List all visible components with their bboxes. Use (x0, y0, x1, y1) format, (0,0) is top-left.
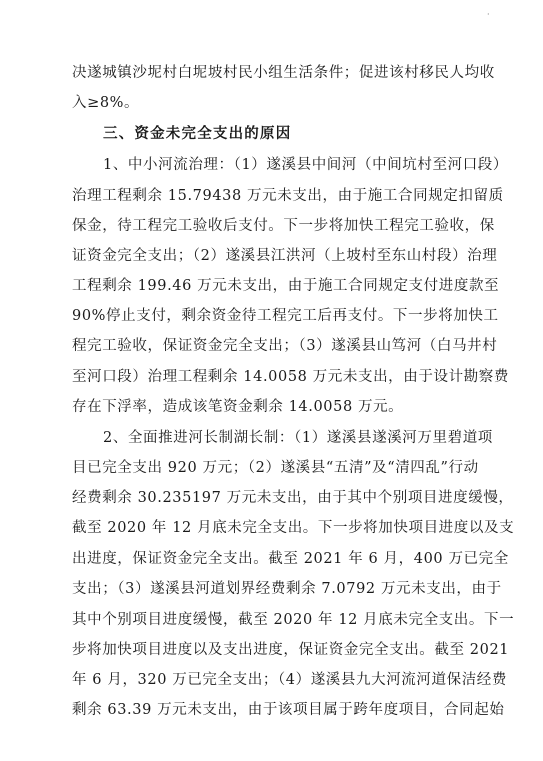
text-line: 保金，待工程完工验收后支付。下一步将加快工程完工验收，保 (72, 218, 495, 234)
text-line: 入≥8%。 (72, 95, 140, 111)
text-line: 出进度，保证资金完全支出。截至 2021 年 6 月，400 万已完全 (72, 551, 509, 567)
section-heading: 三、资金未完全支出的原因 (103, 125, 292, 142)
text-line: 2、全面推进河长制湖长制：（1）遂溪县遂溪河万里碧道项 (103, 430, 493, 446)
text-line: 治理工程剩余 15.79438 万元未支出，由于施工合同规定扣留质 (72, 188, 504, 204)
text-line: 年 6 月，320 万已完全支出；（4）遂溪县九大河流河道保洁经费 (72, 672, 508, 688)
text-line: 步将加快项目进度以及支出进度，保证资金完全支出。截至 2021 (72, 642, 510, 658)
text-line: 决遂城镇沙坭村白坭坡村民小组生活条件；促进该村移民人均收 (72, 65, 495, 81)
text-line: 剩余 63.39 万元未支出，由于该项目属于跨年度项目，合同起始 (72, 702, 505, 718)
text-line: 证资金完全支出；（2）遂溪县江洪河（上坡村至东山村段）治理 (72, 248, 498, 264)
text-line: 经费剩余 30.235197 万元未支出，由于其中个别项目进度缓慢， (72, 490, 514, 506)
text-line: 其中个别项目进度缓慢，截至 2020 年 12 月底未完全支出。下一 (72, 612, 515, 628)
text-line: 存在下浮率，造成该笔资金剩余 14.0058 万元。 (72, 399, 404, 415)
corner-mark: · (487, 10, 490, 19)
text-line: 目已完全支出 920 万元；（2）遂溪县“五清”及“清四乱”行动 (72, 460, 479, 476)
text-line: 截至 2020 年 12 月底未完全支出。下一步将加快项目进度以及支 (72, 520, 515, 536)
text-line: 90%停止支付，剩余资金待工程完工后再支付。下一步将加快工 (72, 308, 499, 324)
text-line: 程完工验收，保证资金完全支出；（3）遂溪县山笃河（白马井村 (72, 338, 498, 354)
text-line: 支出；（3）遂溪县河道划界经费剩余 7.0792 万元未支出，由于 (72, 581, 502, 597)
text-line: 工程剩余 199.46 万元未支出，由于施工合同规定支付进度款至 (72, 278, 500, 294)
text-line: 至河口段）治理工程剩余 14.0058 万元未支出，由于设计勘察费 (72, 369, 509, 385)
text-line: 1、中小河流治理：（1）遂溪县中间河（中间坑村至河口段） (103, 157, 508, 173)
